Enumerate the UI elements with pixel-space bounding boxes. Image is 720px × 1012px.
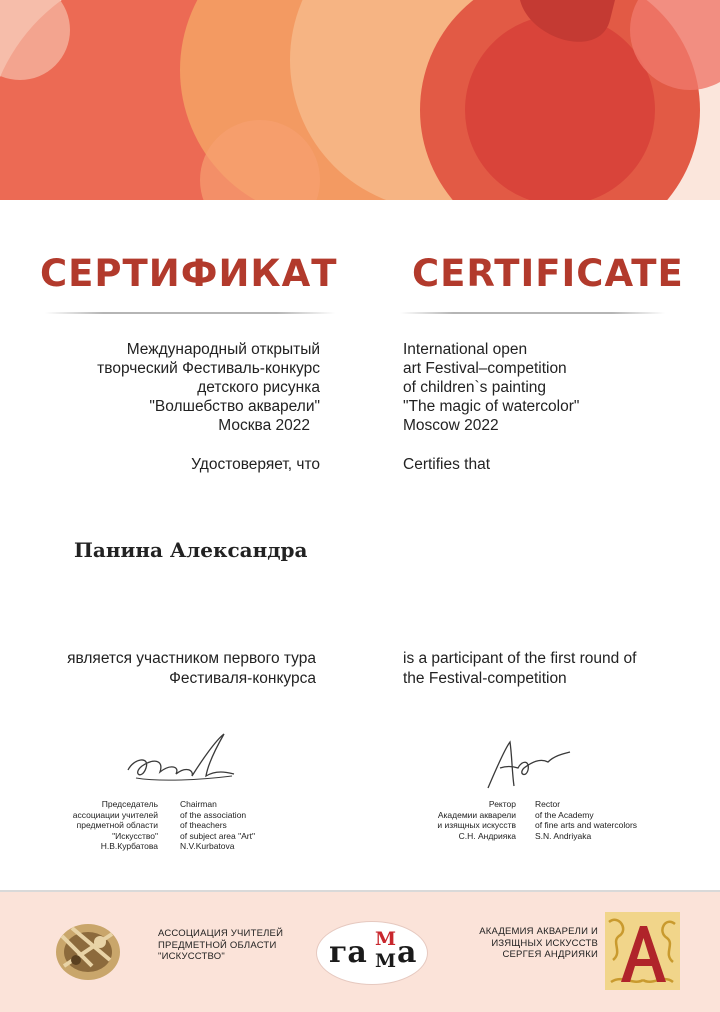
certifies-en: Certifies that (403, 456, 491, 473)
association-line: "ИСКУССТВО" (158, 951, 225, 962)
caption-line: предметной области (76, 820, 158, 830)
caption-line: Академии акварели (437, 809, 516, 820)
gama-logo-text: М (375, 928, 397, 950)
festival-description-en (403, 340, 703, 435)
title-ru: СЕРТИФИКАТ (40, 252, 338, 295)
festival-en-line: International open (403, 341, 528, 358)
academy-line: СЕРГЕЯ АНДРИЯКИ (502, 949, 598, 960)
title-en: CERTIFICATE (412, 252, 684, 295)
caption-line: Председатель (101, 799, 158, 809)
signature-andriyaka (482, 738, 577, 793)
participant-en-line: is a participant of the first round of (403, 650, 637, 667)
divider-en (400, 312, 665, 314)
signature-caption-right-en (535, 799, 637, 841)
caption-line: Rector (535, 799, 561, 809)
festival-description-ru (20, 340, 320, 435)
signature-caption-right-ru (437, 799, 516, 841)
festival-en-line: art Festival–competition (403, 360, 567, 377)
participant-ru-line: Фестиваля-конкурса (169, 670, 316, 687)
festival-en-line: "The magic of watercolor" (403, 398, 580, 415)
festival-ru-line: творческий Фестиваль-конкурс (97, 360, 320, 377)
participant-en-line: the Festival-competition (403, 670, 567, 687)
association-name (158, 928, 283, 963)
gama-logo-text: а (397, 935, 417, 970)
association-emblem-icon (52, 916, 124, 984)
caption-line: of the Academy (535, 809, 594, 820)
signature-caption-left-en (180, 799, 255, 852)
gama-logo-text: га (329, 935, 367, 970)
caption-line: "Искусство" (112, 830, 158, 841)
decorative-banner (0, 0, 720, 200)
gama-logo (316, 921, 428, 985)
caption-line: of the association (180, 809, 247, 820)
certifies-ru: Удостоверяет, что (191, 456, 320, 473)
signature-kurbatova (120, 730, 240, 790)
association-line: АССОЦИАЦИЯ УЧИТЕЛЕЙ (158, 928, 284, 939)
recipient-name: Панина Александра (74, 538, 308, 562)
academy-name (479, 926, 598, 961)
participant-text-en (403, 649, 636, 689)
festival-en-line: of children`s painting (403, 379, 547, 396)
caption-line: ассоциации учителей (72, 809, 158, 820)
gama-logo-text: М (375, 950, 397, 972)
signature-caption-left-ru (73, 799, 158, 852)
divider-ru (45, 312, 335, 314)
caption-line: Н.В.Курбатова (100, 841, 158, 851)
footer (0, 890, 720, 1012)
caption-line: of subject area "Art" (180, 830, 256, 841)
academy-line: АКАДЕМИЯ АКВАРЕЛИ И (479, 926, 598, 937)
caption-line: Ректор (488, 799, 516, 809)
caption-line: N.V.Kurbatova (180, 841, 235, 851)
caption-line: С.Н. Андрияка (458, 830, 516, 841)
caption-line: и изящных искусств (437, 820, 516, 830)
festival-ru-line: Москва 2022 (218, 417, 310, 434)
caption-line: of fine arts and watercolors (535, 820, 638, 830)
participant-text-ru (67, 649, 316, 689)
caption-line: Chairman (180, 799, 217, 809)
caption-line: of theachers (180, 820, 227, 830)
caption-line: S.N. Andriyaka (535, 830, 592, 841)
participant-ru-line: является участником первого тура (67, 650, 316, 667)
festival-ru-line: Международный открытый (126, 341, 320, 358)
association-line: ПРЕДМЕТНОЙ ОБЛАСТИ (158, 939, 277, 951)
festival-en-line: Moscow 2022 (403, 417, 499, 434)
academy-line: ИЗЯЩНЫХ ИСКУССТВ (491, 937, 598, 949)
festival-ru-line: "Волшебство акварели" (149, 398, 320, 415)
academy-logo-icon (605, 912, 680, 990)
festival-ru-line: детского рисунка (197, 379, 320, 396)
